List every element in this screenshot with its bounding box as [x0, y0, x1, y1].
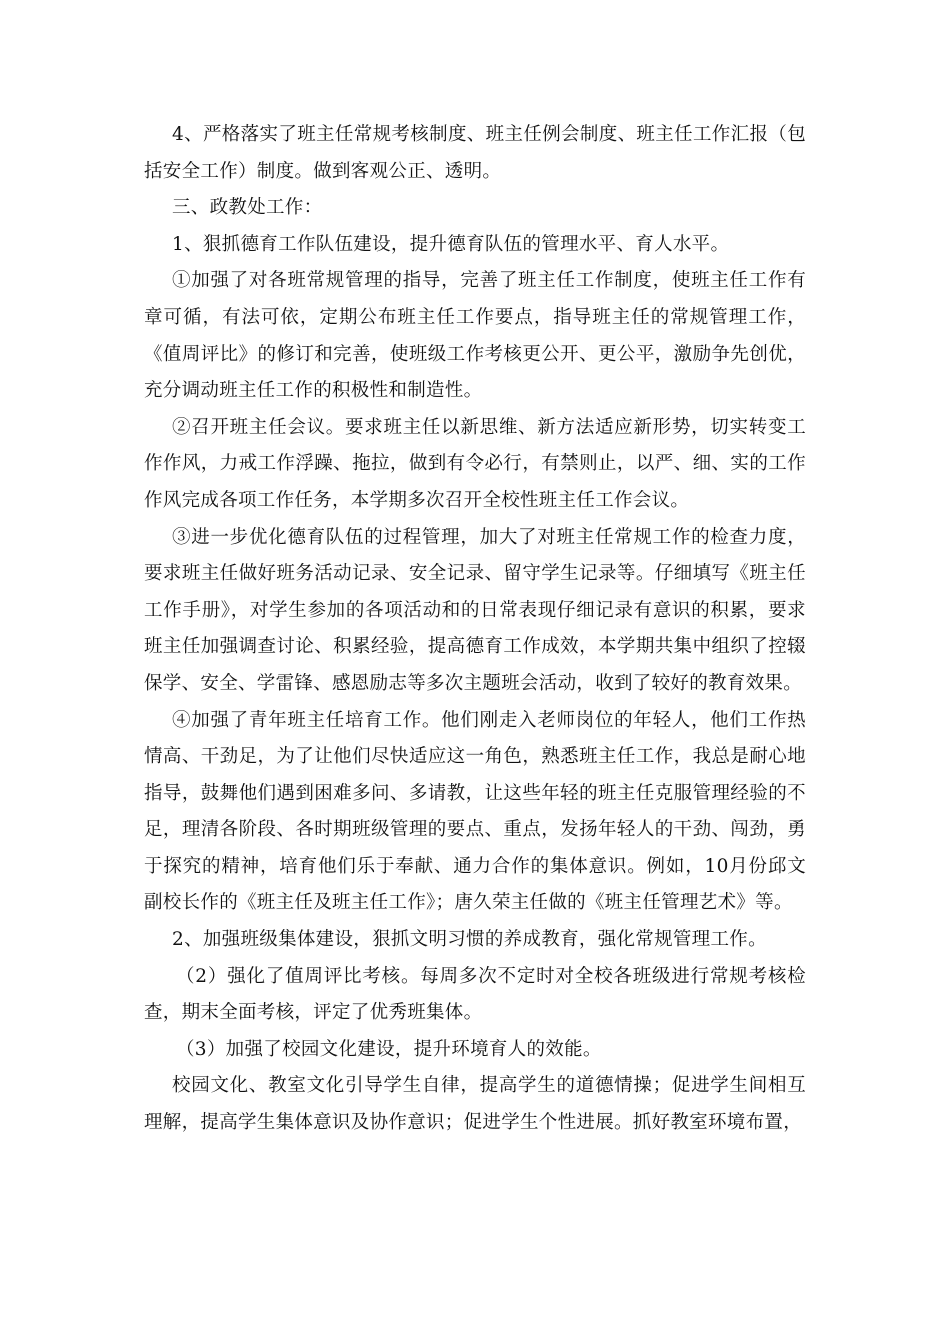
section-heading-political-education: 三、政教处工作： — [172, 197, 323, 219]
paragraph-class-collective-building: 2、加强班级集体建设，狠抓文明习惯的养成教育，强化常规管理工作。 — [172, 929, 767, 951]
paragraph-item-4-young-teachers: ④加强了青年班主任培育工作。他们刚走入老师岗位的年轻人，他们工作热情高、干劲足，为了让他们尽快适应这一角色，熟悉班主任工作，我总是耐心地指导，鼓舞他们遇到困难多问、多请教，让这些年轻的班主任克服管理经验的不足，理清各阶段、各时期班级管理的要点、重点，发扬年轻人的干劲、闯劲，勇于探究的精神，培育他们乐于奉献、通力合作的集体意识。例如，10月份邱文副校长作的《班主任及班主任工作》；唐久荣主任做的《班主任管理艺术》等。 — [144, 709, 806, 914]
paragraph-item-3-process-management: ③进一步优化德育队伍的过程管理，加大了对班主任常规工作的检查力度，要求班主任做好班务活动记录、安全记录、留守学生记录等。仔细填写《班主任工作手册》，对学生参加的各项活动和的日常表现仔细记录有意识的积累，要求班主任加强调查讨论、积累经验，提高德育工作成效，本学期共集中组织了控辍保学、安全、学雷锋、感恩励志等多次主题班会活动，收到了较好的教育效果。 — [144, 526, 806, 694]
paragraph-item-1-guidance: ①加强了对各班常规管理的指导，完善了班主任工作制度，使班主任工作有章可循，有法可依，定期公布班主任工作要点，指导班主任的常规管理工作，《值周评比》的修订和完善，使班级工作考核更公开、更公平，激励争先创优，充分调动班主任工作的积极性和制造性。 — [144, 270, 806, 402]
paragraph-class-teacher-assessment: 4、严格落实了班主任常规考核制度、班主任例会制度、班主任工作汇报（包括安全工作）制度。做到客观公正、透明。 — [144, 124, 806, 182]
paragraph-culture-guidance: 校园文化、教室文化引导学生自律，提高学生的道德情操；促进学生间相互理解，提高学生集体意识及协作意识；促进学生个性进展。抓好教室环境布置， — [144, 1075, 806, 1134]
paragraph-moral-team-building: 1、狠抓德育工作队伍建设，提升德育队伍的管理水平、育人水平。 — [172, 233, 730, 255]
paragraph-weekly-evaluation: （2）强化了值周评比考核。每周多次不定时对全校各班级进行常规考核检查，期末全面考核，评定了优秀班集体。 — [144, 965, 806, 1024]
document-body — [144, 117, 806, 1142]
paragraph-campus-culture: （3）加强了校园文化建设，提升环境育人的效能。 — [176, 1038, 602, 1060]
paragraph-item-2-meetings: ②召开班主任会议。要求班主任以新思维、新方法适应新形势，切实转变工作作风，力戒工作浮躁、拖拉，做到有令必行，有禁则止，以严、细、实的工作作风完成各项工作任务，本学期多次召开全校性班主任工作会议。 — [144, 416, 806, 511]
